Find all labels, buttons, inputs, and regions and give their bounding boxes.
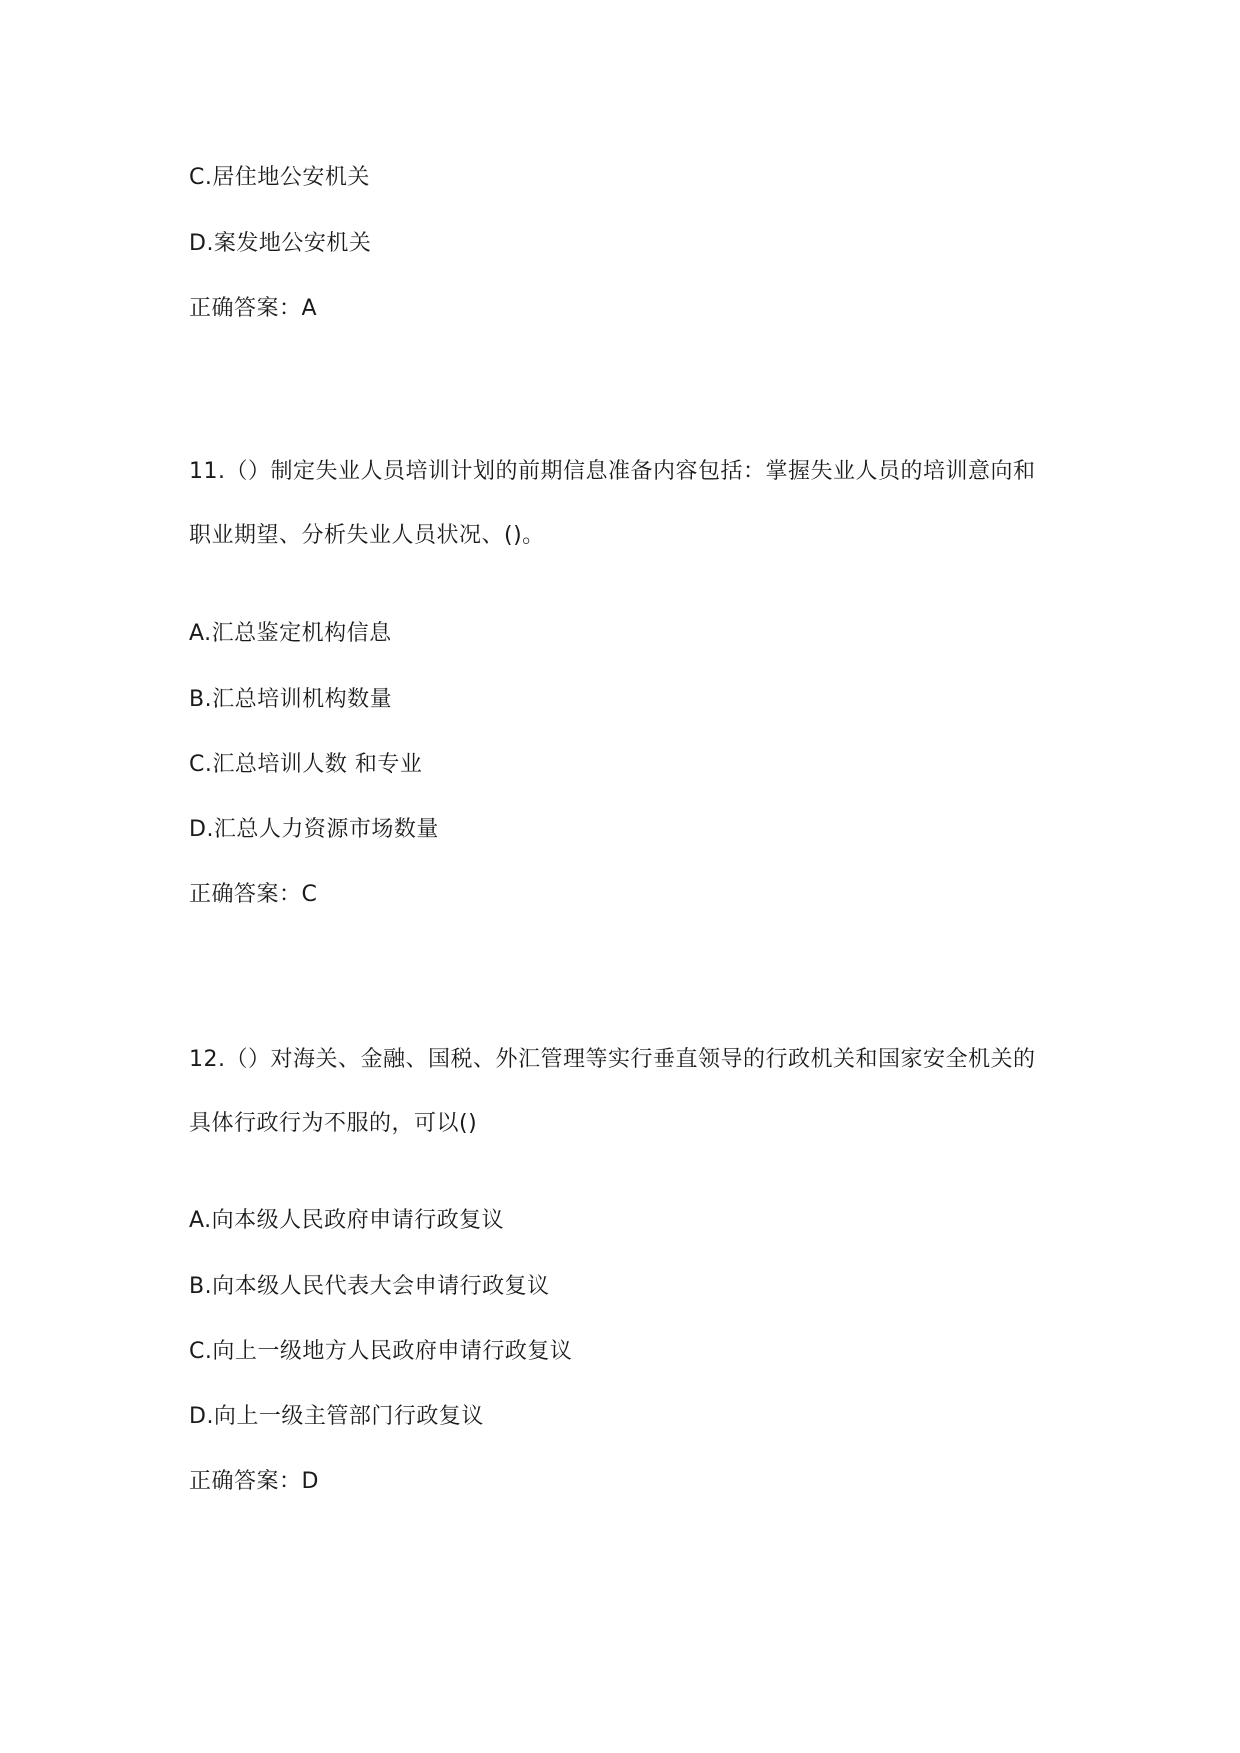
question-11-option-b: B.汇总培训机构数量 <box>189 687 393 712</box>
question-11-option-a: A.汇总鉴定机构信息 <box>189 621 392 646</box>
option-d: D.案发地公安机关 <box>189 231 372 256</box>
question-12-option-a: A.向本级人民政府申请行政复议 <box>189 1208 505 1233</box>
question-12-stem-line-2: 具体行政行为不服的，可以() <box>189 1111 478 1136</box>
question-12-option-b: B.向本级人民代表大会申请行政复议 <box>189 1274 550 1299</box>
question-12-stem-line-1: 12.（）对海关、金融、国税、外汇管理等实行垂直领导的行政机关和国家安全机关的 <box>189 1047 1036 1072</box>
question-11-option-d: D.汇总人力资源市场数量 <box>189 817 439 842</box>
correct-answer: 正确答案：A <box>189 296 318 321</box>
question-12-correct-answer: 正确答案：D <box>189 1469 319 1494</box>
question-11-option-c: C.汇总培训人数 和专业 <box>189 752 423 777</box>
question-11-correct-answer: 正确答案：C <box>189 882 318 907</box>
question-12-option-c: C.向上一级地方人民政府申请行政复议 <box>189 1339 573 1364</box>
question-12-option-d: D.向上一级主管部门行政复议 <box>189 1404 484 1429</box>
question-11-stem-line-1: 11.（）制定失业人员培训计划的前期信息准备内容包括：掌握失业人员的培训意向和 <box>189 459 1036 484</box>
question-11-stem-line-2: 职业期望、分析失业人员状况、()。 <box>189 523 545 548</box>
option-c: C.居住地公安机关 <box>189 165 370 190</box>
